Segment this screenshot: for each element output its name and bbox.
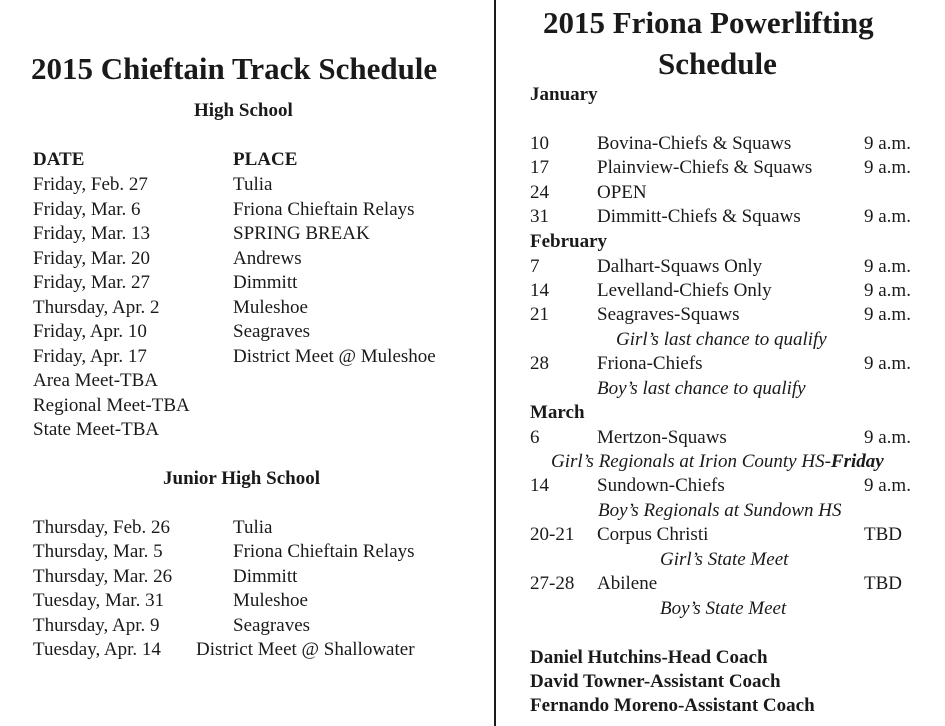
pl-event: OPEN bbox=[597, 182, 647, 203]
hs-date: State Meet-TBA bbox=[33, 419, 160, 440]
hs-place: Muleshoe bbox=[233, 297, 308, 318]
hs-place: District Meet @ Muleshoe bbox=[233, 346, 436, 367]
pl-time: TBD bbox=[864, 573, 902, 594]
coach-head: Daniel Hutchins-Head Coach bbox=[530, 647, 768, 668]
pl-day: 14 bbox=[530, 280, 549, 301]
pl-event: Levelland-Chiefs Only bbox=[597, 280, 772, 301]
jh-date: Tuesday, Apr. 14 bbox=[33, 639, 161, 660]
note-boys-regionals: Boy’s Regionals at Sundown HS bbox=[598, 500, 842, 521]
track-title: 2015 Chieftain Track Schedule bbox=[31, 51, 438, 86]
pl-event: Dimmitt-Chiefs & Squaws bbox=[597, 206, 801, 227]
pl-time: 9 a.m. bbox=[864, 304, 911, 325]
hs-place: SPRING BREAK bbox=[233, 223, 370, 244]
jh-date: Thursday, Mar. 5 bbox=[33, 541, 163, 562]
pl-day: 27-28 bbox=[530, 573, 575, 594]
jh-place: Dimmitt bbox=[233, 566, 298, 587]
pl-day: 10 bbox=[530, 133, 549, 154]
column-divider bbox=[494, 0, 496, 726]
jh-heading: Junior High School bbox=[163, 468, 320, 489]
pl-event: Dalhart-Squaws Only bbox=[597, 256, 763, 277]
pl-time: 9 a.m. bbox=[864, 133, 911, 154]
hs-place: Andrews bbox=[233, 248, 302, 269]
pl-day: 31 bbox=[530, 206, 549, 227]
pl-time: TBD bbox=[864, 524, 902, 545]
hs-place: Seagraves bbox=[233, 321, 311, 342]
note-girls-regionals bbox=[551, 451, 884, 473]
note-girls-regionals-day: Friday bbox=[830, 451, 884, 472]
powerlifting-title-line2: Schedule bbox=[658, 46, 777, 81]
pl-time: 9 a.m. bbox=[864, 353, 911, 374]
hs-date: Friday, Mar. 27 bbox=[33, 272, 150, 293]
pl-time: 9 a.m. bbox=[864, 157, 911, 178]
jh-date: Tuesday, Mar. 31 bbox=[33, 590, 165, 611]
jh-date: Thursday, Apr. 9 bbox=[33, 615, 160, 636]
pl-event: Abilene bbox=[597, 573, 658, 594]
pl-event: Bovina-Chiefs & Squaws bbox=[597, 133, 792, 154]
pl-day: 24 bbox=[530, 182, 549, 203]
note-girls-regionals-text: Girl’s Regionals at Irion County HS- bbox=[551, 451, 831, 472]
jh-place: Tulia bbox=[233, 517, 273, 538]
pl-event: Seagraves-Squaws bbox=[597, 304, 740, 325]
hs-date: Friday, Apr. 17 bbox=[33, 346, 147, 367]
pl-event: Corpus Christi bbox=[597, 524, 709, 545]
col-date-header: DATE bbox=[33, 149, 85, 170]
coach-assistant-1: David Towner-Assistant Coach bbox=[530, 671, 781, 692]
pl-day: 20-21 bbox=[530, 524, 575, 545]
pl-day: 6 bbox=[530, 427, 540, 448]
jh-place: Friona Chieftain Relays bbox=[233, 541, 415, 562]
note-girls-state: Girl’s State Meet bbox=[660, 549, 789, 570]
pl-day: 7 bbox=[530, 256, 540, 277]
pl-time: 9 a.m. bbox=[864, 427, 911, 448]
hs-date: Friday, Mar. 13 bbox=[33, 223, 150, 244]
pl-event: Plainview-Chiefs & Squaws bbox=[597, 157, 813, 178]
jh-place: District Meet @ Shallowater bbox=[196, 639, 415, 660]
pl-time: 9 a.m. bbox=[864, 256, 911, 277]
note-girls-last-chance: Girl’s last chance to qualify bbox=[616, 329, 827, 350]
hs-date: Regional Meet-TBA bbox=[33, 395, 190, 416]
pl-day: 28 bbox=[530, 353, 549, 374]
hs-date: Friday, Feb. 27 bbox=[33, 174, 148, 195]
hs-place: Friona Chieftain Relays bbox=[233, 199, 415, 220]
note-boys-last-chance: Boy’s last chance to qualify bbox=[597, 378, 806, 399]
month-january: January bbox=[530, 84, 598, 105]
hs-date: Friday, Mar. 6 bbox=[33, 199, 141, 220]
hs-place: Dimmitt bbox=[233, 272, 298, 293]
jh-date: Thursday, Mar. 26 bbox=[33, 566, 173, 587]
hs-heading: High School bbox=[194, 100, 293, 121]
powerlifting-title-line1: 2015 Friona Powerlifting bbox=[543, 5, 874, 40]
month-february: February bbox=[530, 231, 608, 252]
hs-date: Thursday, Apr. 2 bbox=[33, 297, 160, 318]
pl-day: 21 bbox=[530, 304, 549, 325]
pl-time: 9 a.m. bbox=[864, 475, 911, 496]
pl-event: Sundown-Chiefs bbox=[597, 475, 725, 496]
hs-date: Area Meet-TBA bbox=[33, 370, 159, 391]
pl-event: Friona-Chiefs bbox=[597, 353, 703, 374]
pl-day: 14 bbox=[530, 475, 549, 496]
jh-date: Thursday, Feb. 26 bbox=[33, 517, 171, 538]
note-boys-state: Boy’s State Meet bbox=[660, 598, 787, 619]
pl-time: 9 a.m. bbox=[864, 280, 911, 301]
month-march: March bbox=[530, 402, 585, 423]
pl-time: 9 a.m. bbox=[864, 206, 911, 227]
jh-place: Seagraves bbox=[233, 615, 311, 636]
pl-event: Mertzon-Squaws bbox=[597, 427, 727, 448]
hs-date: Friday, Apr. 10 bbox=[33, 321, 147, 342]
coach-assistant-2: Fernando Moreno-Assistant Coach bbox=[530, 695, 815, 716]
col-place-header: PLACE bbox=[233, 149, 298, 170]
pl-day: 17 bbox=[530, 157, 549, 178]
hs-date: Friday, Mar. 20 bbox=[33, 248, 150, 269]
jh-place: Muleshoe bbox=[233, 590, 308, 611]
hs-place: Tulia bbox=[233, 174, 273, 195]
